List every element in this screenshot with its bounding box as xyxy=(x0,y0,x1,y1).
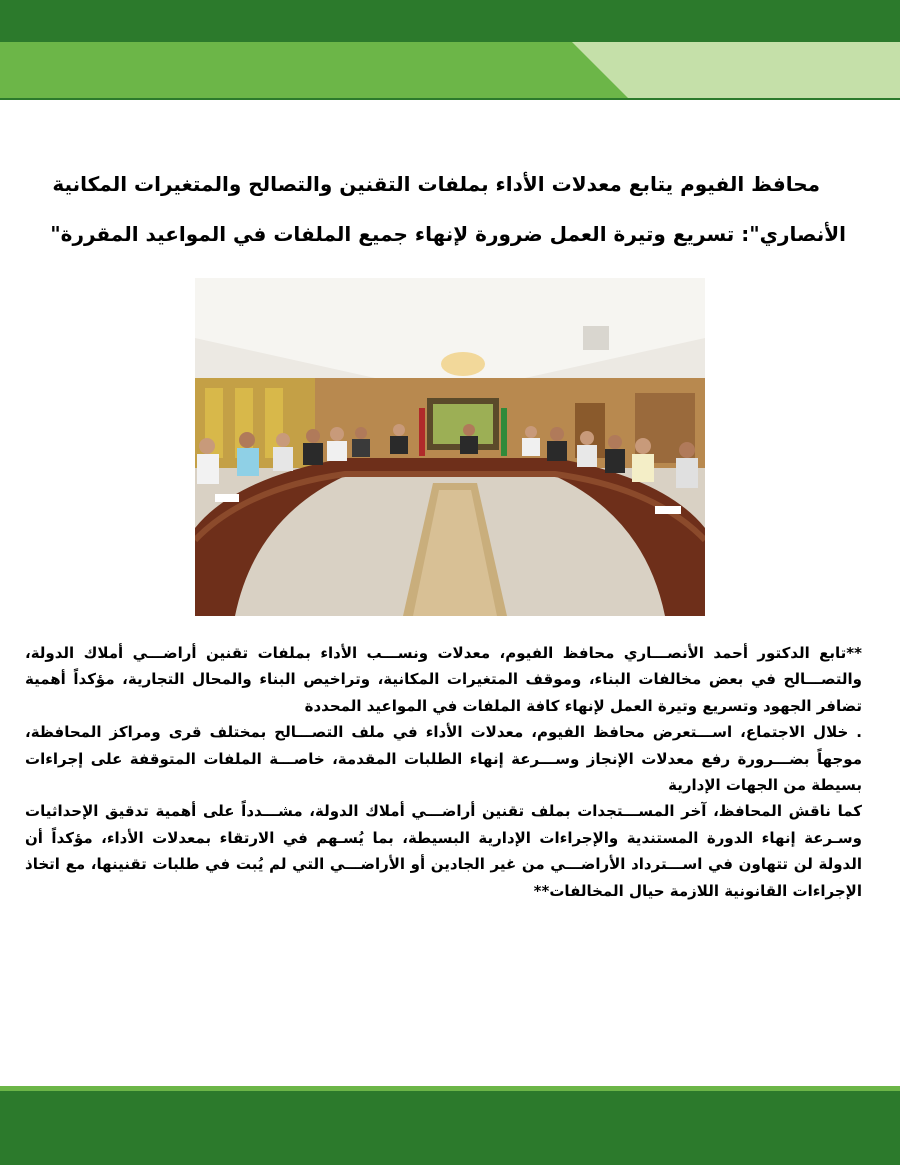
document-title-line-2: الأنصاري": تسريع وتيرة العمل ضرورة لإنهاء جميع الملفات في المواعيد المقررة" xyxy=(50,222,846,246)
article-paragraph: **تابع الدكتور أحمد الأنصـــاري محافظ الفيوم، معدلات ونســـب الأداء بملفات تقنين أراضـــي أملاك الدولة، والتصـــالح في بعض مخالفات البناء، وموقف المتغيرات المكانية، وتراخيص البناء والمحال التجارية، مؤكداً أهمية تضافر الجهود وتسريع وتيرة العمل لإنهاء كافة الملفات في المواعيد المحددة xyxy=(25,644,862,715)
article-paragraph: كما ناقش المحافظ، آخر المســـتجدات بملف تقنين أراضـــي أملاك الدولة، مشـــدداً على أهمية تدقيق الإحداثيات وسـرعة إنهاء الدورة المستندية والإجراءات الإدارية البسيطة، بما يُسـهم في الارتقاء بمعدلات الأداء، مؤكداً أن الدولة لن تتهاون في اســـترداد الأراضـــي من غير الجادين أو الأراضـــي التي لم يُبت في طلبات تقنينها، مع اتخاذ الإجراءات القانونية اللازمة حيال المخالفات** xyxy=(25,802,862,900)
footer-band xyxy=(0,1086,900,1165)
article-body xyxy=(25,640,862,904)
document-title-line-1: محافظ الفيوم يتابع معدلات الأداء بملفات التقنين والتصالح والمتغيرات المكانية xyxy=(52,172,820,196)
header-band xyxy=(0,0,900,100)
meeting-room-photo xyxy=(195,278,705,616)
article-paragraph: . خلال الاجتماع، اســـتعرض محافظ الفيوم، معدلات الأداء في ملف التصـــالح بمختلف قرى ومراكز المحافظة، موجهاً بضـــرورة رفع معدلات الإنجاز وســـرعة إنهاء الطلبات المقدمة، خاصـــة الملفات المتوقفة على إجراءات بسيطة من الجهات الإدارية xyxy=(25,723,862,795)
